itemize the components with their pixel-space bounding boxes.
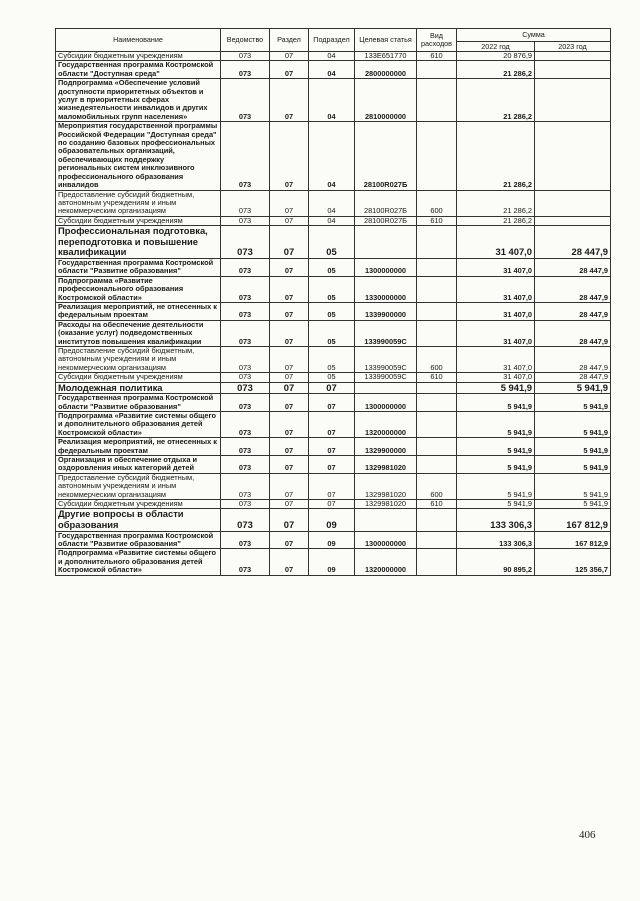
table-row [56,79,611,122]
row-expense-type: 610 [417,52,457,61]
row-name: Государственная программа Костромской области "Развитие образования" [56,394,221,412]
header-name: Наименование [56,29,221,52]
row-vedomstvo: 073 [221,549,270,575]
row-razdel: 07 [270,216,309,225]
page-number: 406 [579,829,596,841]
table-row [56,438,611,456]
row-podrazdel: 05 [309,258,355,276]
row-sum-2022: 31 407,0 [457,373,535,382]
header-year-2022: 2022 год [457,42,535,52]
table-row [56,373,611,382]
row-razdel: 07 [270,456,309,474]
table-row [56,52,611,61]
row-name: Реализация мероприятий, не отнесенных к федеральным проектам [56,302,221,320]
row-razdel: 07 [270,122,309,190]
row-expense-type [417,122,457,190]
row-sum-2023: 167 812,9 [535,509,611,531]
row-podrazdel: 04 [309,216,355,225]
row-expense-type: 600 [417,346,457,372]
table-row [56,412,611,438]
row-sum-2023: 28 447,9 [535,258,611,276]
table-row [56,456,611,474]
row-sum-2023 [535,216,611,225]
table-row [56,276,611,302]
row-podrazdel: 05 [309,302,355,320]
row-target-article: 1300000000 [355,394,417,412]
table-row [56,346,611,372]
row-name: Государственная программа Костромской области "Доступная среда" [56,61,221,79]
row-target-article [355,226,417,259]
row-target-article: 133990059С [355,373,417,382]
row-sum-2022: 5 941,9 [457,412,535,438]
row-name: Подпрограмма «Обеспечение условий доступности приоритетных объектов и услуг в приоритетных сферах жизнедеятельности инвалидов и других маломобильных групп населения» [56,79,221,122]
row-sum-2022: 5 941,9 [457,394,535,412]
budget-table [55,28,611,576]
header-year-2023: 2023 год [535,42,611,52]
row-sum-2022: 31 407,0 [457,226,535,259]
row-target-article: 2810000000 [355,79,417,122]
row-sum-2023: 28 447,9 [535,320,611,346]
row-sum-2022: 133 306,3 [457,531,535,549]
table-row [56,473,611,499]
row-razdel: 07 [270,190,309,216]
row-podrazdel: 07 [309,412,355,438]
row-podrazdel: 09 [309,531,355,549]
row-podrazdel: 09 [309,509,355,531]
row-podrazdel: 04 [309,122,355,190]
row-vedomstvo: 073 [221,373,270,382]
table-row [56,500,611,509]
row-target-article: 28100R027Б [355,190,417,216]
row-razdel: 07 [270,438,309,456]
row-razdel: 07 [270,549,309,575]
row-sum-2022: 20 876,9 [457,52,535,61]
row-expense-type [417,394,457,412]
row-expense-type [417,509,457,531]
row-vedomstvo: 073 [221,382,270,394]
row-expense-type [417,438,457,456]
row-target-article: 28100R027Б [355,216,417,225]
row-vedomstvo: 073 [221,79,270,122]
row-expense-type [417,549,457,575]
row-razdel: 07 [270,394,309,412]
row-vedomstvo: 073 [221,190,270,216]
row-razdel: 07 [270,79,309,122]
row-name: Субсидии бюджетным учреждениям [56,373,221,382]
row-razdel: 07 [270,382,309,394]
row-sum-2023: 28 447,9 [535,346,611,372]
row-name: Профессиональная подготовка, переподготовка и повышение квалификации [56,226,221,259]
row-sum-2022: 21 286,2 [457,190,535,216]
row-expense-type: 610 [417,216,457,225]
row-sum-2022: 5 941,9 [457,456,535,474]
row-sum-2023: 5 941,9 [535,394,611,412]
row-vedomstvo: 073 [221,394,270,412]
row-razdel: 07 [270,531,309,549]
row-vedomstvo: 073 [221,226,270,259]
row-sum-2022: 21 286,2 [457,122,535,190]
row-sum-2023: 5 941,9 [535,473,611,499]
row-target-article: 133E651770 [355,52,417,61]
row-expense-type: 610 [417,500,457,509]
row-expense-type [417,412,457,438]
row-target-article: 1329981020 [355,456,417,474]
row-sum-2022: 31 407,0 [457,346,535,372]
table-row [56,122,611,190]
row-sum-2023: 167 812,9 [535,531,611,549]
row-sum-2023: 5 941,9 [535,500,611,509]
row-target-article: 133990059С [355,320,417,346]
row-sum-2022: 21 286,2 [457,216,535,225]
row-podrazdel: 05 [309,320,355,346]
row-name: Государственная программа Костромской области "Развитие образования" [56,531,221,549]
row-sum-2022: 5 941,9 [457,382,535,394]
row-expense-type [417,226,457,259]
row-target-article: 28100R027Б [355,122,417,190]
row-sum-2022: 31 407,0 [457,258,535,276]
row-podrazdel: 07 [309,394,355,412]
row-name: Подпрограмма «Развитие системы общего и дополнительного образования детей Костромской области» [56,412,221,438]
row-vedomstvo: 073 [221,346,270,372]
header-expense-type: Вид расходов [417,29,457,52]
row-target-article: 1329900000 [355,438,417,456]
row-razdel: 07 [270,509,309,531]
row-expense-type [417,79,457,122]
row-vedomstvo: 073 [221,509,270,531]
row-podrazdel: 04 [309,61,355,79]
table-row [56,549,611,575]
row-sum-2022: 5 941,9 [457,438,535,456]
row-target-article: 1300000000 [355,258,417,276]
row-target-article: 1329981020 [355,473,417,499]
row-podrazdel: 05 [309,373,355,382]
row-razdel: 07 [270,61,309,79]
row-target-article: 1330000000 [355,276,417,302]
row-vedomstvo: 073 [221,500,270,509]
row-podrazdel: 07 [309,456,355,474]
row-vedomstvo: 073 [221,531,270,549]
row-expense-type [417,382,457,394]
row-razdel: 07 [270,276,309,302]
table-row [56,190,611,216]
row-razdel: 07 [270,473,309,499]
row-sum-2022: 21 286,2 [457,61,535,79]
row-podrazdel: 05 [309,226,355,259]
budget-sheet [55,28,610,576]
row-sum-2023: 5 941,9 [535,412,611,438]
row-sum-2023 [535,79,611,122]
row-target-article: 133990059С [355,346,417,372]
row-sum-2023: 28 447,9 [535,302,611,320]
row-vedomstvo: 073 [221,438,270,456]
table-body [56,52,611,576]
table-row [56,216,611,225]
row-podrazdel: 07 [309,473,355,499]
row-razdel: 07 [270,412,309,438]
row-expense-type: 610 [417,373,457,382]
row-vedomstvo: 073 [221,302,270,320]
row-target-article [355,382,417,394]
row-name: Мероприятия государственной программы Российской Федерации "Доступная среда" по созданию базовых профессиональных образовательных организаций, обеспечивающих поддержку региональных систем инклюзивного профессионального образования инвалидов [56,122,221,190]
row-razdel: 07 [270,226,309,259]
row-podrazdel: 07 [309,382,355,394]
row-razdel: 07 [270,52,309,61]
row-podrazdel: 07 [309,438,355,456]
row-podrazdel: 04 [309,190,355,216]
row-expense-type [417,531,457,549]
table-row [56,258,611,276]
row-sum-2022: 21 286,2 [457,79,535,122]
row-podrazdel: 05 [309,346,355,372]
row-name: Реализация мероприятий, не отнесенных к федеральным проектам [56,438,221,456]
row-sum-2023: 5 941,9 [535,438,611,456]
row-sum-2023 [535,122,611,190]
header-target-article: Целевая статья [355,29,417,52]
table-row [56,509,611,531]
row-razdel: 07 [270,500,309,509]
table-row [56,531,611,549]
row-expense-type: 600 [417,190,457,216]
header-row [56,29,611,42]
row-sum-2023 [535,190,611,216]
row-target-article [355,509,417,531]
row-name: Предоставление субсидий бюджетным, автономным учреждениям и иным некоммерческим организациям [56,346,221,372]
row-podrazdel: 04 [309,52,355,61]
row-name: Государственная программа Костромской области "Развитие образования" [56,258,221,276]
header-summa: Сумма [457,29,611,42]
row-name: Субсидии бюджетным учреждениям [56,216,221,225]
table-row [56,394,611,412]
table-row [56,382,611,394]
row-vedomstvo: 073 [221,61,270,79]
row-target-article: 1300000000 [355,531,417,549]
row-sum-2022: 31 407,0 [457,276,535,302]
row-sum-2023: 28 447,9 [535,373,611,382]
row-vedomstvo: 073 [221,412,270,438]
row-sum-2022: 5 941,9 [457,473,535,499]
row-expense-type: 600 [417,473,457,499]
row-expense-type [417,258,457,276]
row-expense-type [417,320,457,346]
row-podrazdel: 04 [309,79,355,122]
row-name: Организация и обеспечение отдыха и оздоровления иных категорий детей [56,456,221,474]
row-sum-2023 [535,52,611,61]
row-sum-2023: 5 941,9 [535,382,611,394]
row-vedomstvo: 073 [221,456,270,474]
header-razdel: Раздел [270,29,309,52]
header-podrazdel: Подраздел [309,29,355,52]
row-vedomstvo: 073 [221,52,270,61]
row-razdel: 07 [270,320,309,346]
row-sum-2023: 125 356,7 [535,549,611,575]
row-razdel: 07 [270,346,309,372]
row-sum-2022: 31 407,0 [457,302,535,320]
row-expense-type [417,302,457,320]
row-target-article: 1329981020 [355,500,417,509]
row-sum-2023: 28 447,9 [535,276,611,302]
row-sum-2022: 133 306,3 [457,509,535,531]
row-razdel: 07 [270,302,309,320]
row-expense-type [417,276,457,302]
table-row [56,61,611,79]
row-vedomstvo: 073 [221,276,270,302]
row-sum-2022: 90 895,2 [457,549,535,575]
row-expense-type [417,61,457,79]
row-podrazdel: 05 [309,276,355,302]
table-row [56,302,611,320]
row-target-article: 2800000000 [355,61,417,79]
row-target-article: 1320000000 [355,412,417,438]
table-row [56,226,611,259]
row-target-article: 1339900000 [355,302,417,320]
header-vedomstvo: Ведомство [221,29,270,52]
row-name: Субсидии бюджетным учреждениям [56,500,221,509]
row-podrazdel: 07 [309,500,355,509]
row-name: Субсидии бюджетным учреждениям [56,52,221,61]
row-name: Молодежная политика [56,382,221,394]
row-razdel: 07 [270,373,309,382]
row-vedomstvo: 073 [221,216,270,225]
row-name: Предоставление субсидий бюджетным, автономным учреждениям и иным некоммерческим организациям [56,473,221,499]
row-vedomstvo: 073 [221,258,270,276]
row-target-article: 1320000000 [355,549,417,575]
row-expense-type [417,456,457,474]
row-vedomstvo: 073 [221,320,270,346]
table-row [56,320,611,346]
row-sum-2023 [535,61,611,79]
row-podrazdel: 09 [309,549,355,575]
row-name: Подпрограмма «Развитие системы общего и дополнительного образования детей Костромской области» [56,549,221,575]
row-sum-2023: 5 941,9 [535,456,611,474]
row-name: Предоставление субсидий бюджетным, автономным учреждениям и иным некоммерческим организациям [56,190,221,216]
row-sum-2023: 28 447,9 [535,226,611,259]
row-sum-2022: 31 407,0 [457,320,535,346]
row-razdel: 07 [270,258,309,276]
row-vedomstvo: 073 [221,122,270,190]
row-name: Другие вопросы в области образования [56,509,221,531]
row-sum-2022: 5 941,9 [457,500,535,509]
row-vedomstvo: 073 [221,473,270,499]
row-name: Расходы на обеспечение деятельности (оказание услуг) подведомственных институтов повышения квалификации [56,320,221,346]
row-name: Подпрограмма «Развитие профессионального образования Костромской области» [56,276,221,302]
